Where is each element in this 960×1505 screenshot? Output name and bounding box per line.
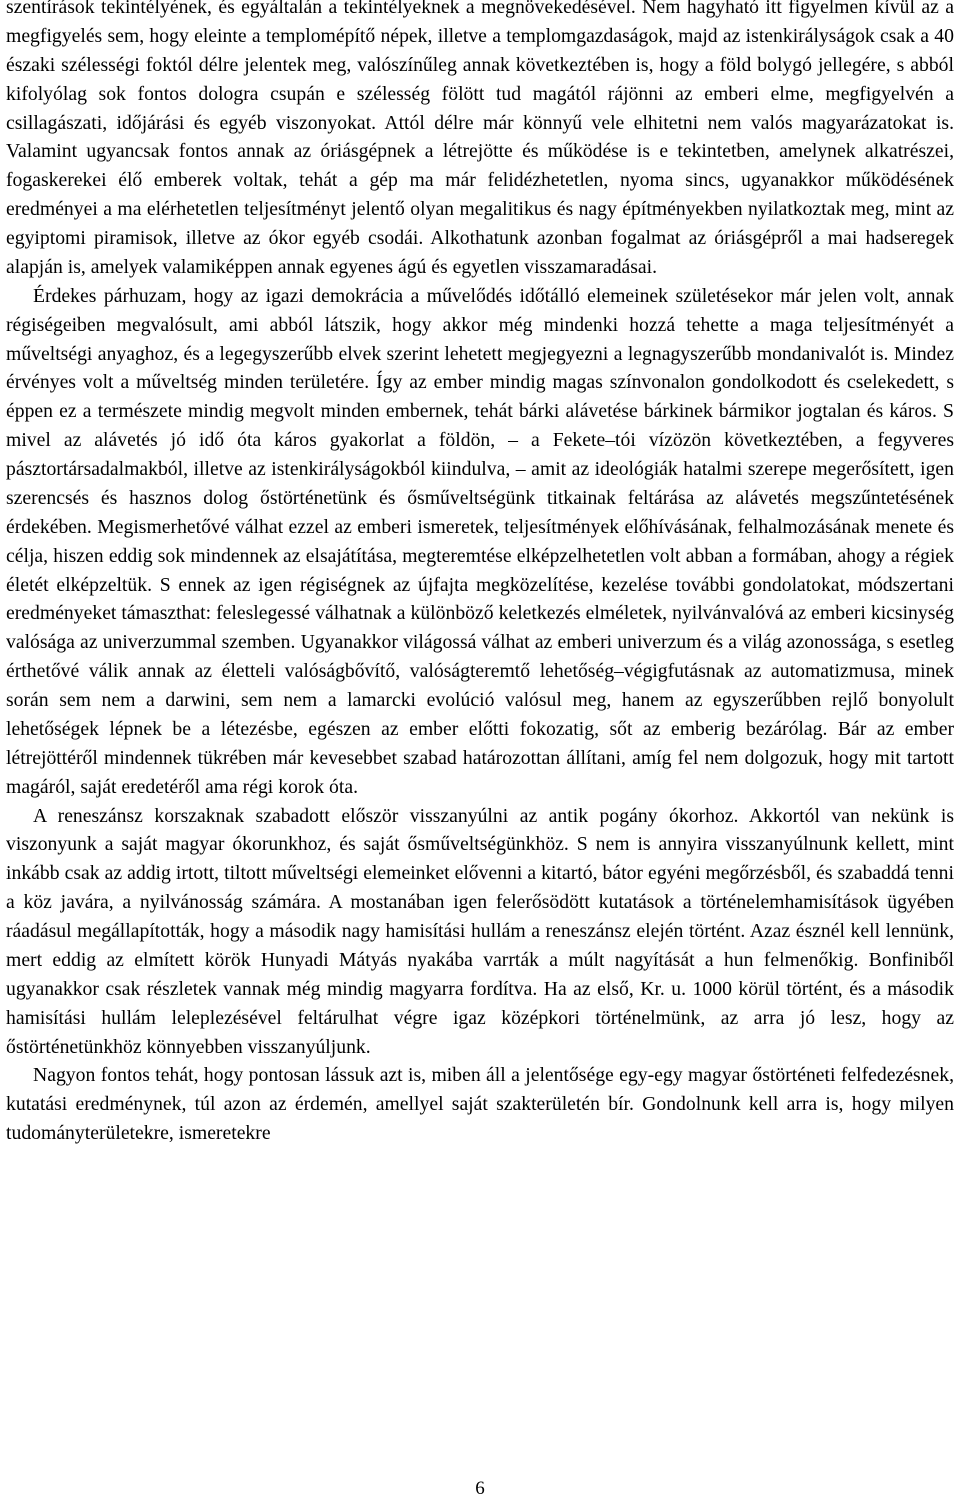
paragraph: A reneszánsz korszaknak szabadott először visszanyúlni az antik pogány ókorhoz. Akkortól van nekünk is viszonyunk a saját magyar ókorunkhoz, és saját ősműveltségünkhöz. S nem is annyira visszanyúlnunk kellett, mint inkább csak az addig irtott, tiltott műveltségi elemeinket elővenni a kitartó, bátor egyéni megőrzésből, és szabaddá tenni a köz javára, a nyilvánosság számára. A mostanában igen felerősödött kutatások a történelemhamisítások ügyében ráadásul megállapították, hogy a második nagy hamisítási hullám a reneszánsz elején történt. Azaz észnél kell lennünk, mert eddig az elmített körök Hunyadi Mátyás nyakába varrták a múlt nagyítását a hun felmenőkig. Bonfiniből ugyanakkor csak részletek vannak még mindig magyarra fordítva. Ha az első, Kr. u. 1000 körül történt, és a második hamisítási hullám leleplezésével feltárulhat végre igaz középkori történelmünk, az arra jó lesz, hogy az őstörténetünkhöz könnyebben visszanyúljunk. xyxy=(6,804,954,1058)
paragraph: Nagyon fontos tehát, hogy pontosan lássuk azt is, miben áll a jelentősége egy-egy magyar őstörténeti felfedezésnek, kutatási eredménynek, túl azon az érdemén, amellyel saját szakterületén bír. Gondolnunk kell arra is, hogy milyen tudományterületekre, ismeretekre xyxy=(6,1064,954,1145)
paragraph: szentírások tekintélyének, és egyáltalán a tekintélyeknek a megnövekedésével. Nem hagyható itt figyelmen kívül az a megfigyelés sem, hogy eleinte a templomépítő népek, illetve a templomgazdaságok, majd az istenkirályságok csak a 40 északi szélességi foktól délre jelentek meg, valószínűleg annak következtében is, hogy a föld bolygó jellegére, s abból kifolyólag sok fontos dologra csupán e szélesség fölött tud magától rájönni az emberi elme, megfigyelvén a csillagászati, időjárási és egyéb viszonyokat. Attól délre már könnyű vele elhitetni nem valós magyarázatokat is. Valamint ugyancsak fontos annak az óriásgépnek a létrejötte és működése is e tekintetben, amelynek alkatrészei, fogaskerekei élő emberek voltak, tehát a gép ma már felidézhetetlen, nyoma sincs, ugyanakkor működésének eredményei a ma elérhetetlen teljesítményt jelentő olyan megalitikus és nagy építményekben nyilatkoztak meg, mint az egyiptomi piramisok, illetve az ókor egyéb csodái. Alkothatunk azonban fogalmat az óriásgépről a mai hadseregek alapján is, amelyek valamiképpen annak egyenes ágú és egyetlen visszamaradásai. xyxy=(6,0,954,278)
paragraph: Érdekes párhuzam, hogy az igazi demokrácia a művelődés időtálló elemeinek születésekor már jelen volt, annak régiségeiben megvalósult, ami abból látszik, hogy akkor még mindenki hozzá tehette a maga teljesítményét a műveltségi anyaghoz, és a legegyszerűbb elvek szerint lehetett megjegyezni a legnagyszerűbb mondanivalót is. Mindez érvényes volt a műveltség minden területére. Így az ember mindig magas színvonalon gondolkodott és cselekedett, s éppen ez a természete mindig megvolt minden embernek, tehát bárki alávetése bárkinek bármikor jogtalan és káros. S mivel az alávetés jó idő óta káros gyakorlat a földön, – a Fekete–tói vízözön következtében, a fegyveres pásztortársadalmakból, illetve az istenkirályságokból kiindulva, – amit az ideológiák hatalmi szerepe megerősített, igen szerencsés és hasznos dolog őstörténetünk és ősműveltségünk titkainak feltárása az alávetés megszűntetésének érdekében. Megismerhetővé válhat ezzel az emberi ismeretek, teljesítmények előhívásának, felhalmozásának menete és célja, hiszen eddig sok mindennek az elsajátítása, megteremtése elképzelhetetlen volt abban a formában, ahogy a régiek életét elképzeltük. S ennek az igen régiségnek az újfajta megközelítése, kezelése további gondolatokat, módszertani eredményeket támaszthat: feleslegessé válhatnak a különböző keletkezés elméletek, nyilvánvalóvá az emberi kicsinység valósága az univerzummal szemben. Ugyanakkor világossá válhat az emberi univerzum és a világ azonossága, s esetleg érthetővé válik annak az életteli valóságbővítő, valóságteremtő lehetőség–végigfutásnak az automatizmusa, minek során sem nem a darwini, sem nem a lamarcki evolúció valósul meg, hanem az egyszerűbben rejlő bonyolult lehetőségek lépnek be a létezésbe, egészen az ember előtti fokozatig, sőt az emberig bezárólag. Bár az ember létrejöttéről mindennek tükrében már kevesebbet szabad határozottan állítani, amíg fel nem dolgozuk, hogy mit tartott magáról, saját eredetéről ama régi korok óta. xyxy=(6,284,954,798)
page-number: 6 xyxy=(475,1478,485,1499)
document-page xyxy=(6,0,954,1148)
